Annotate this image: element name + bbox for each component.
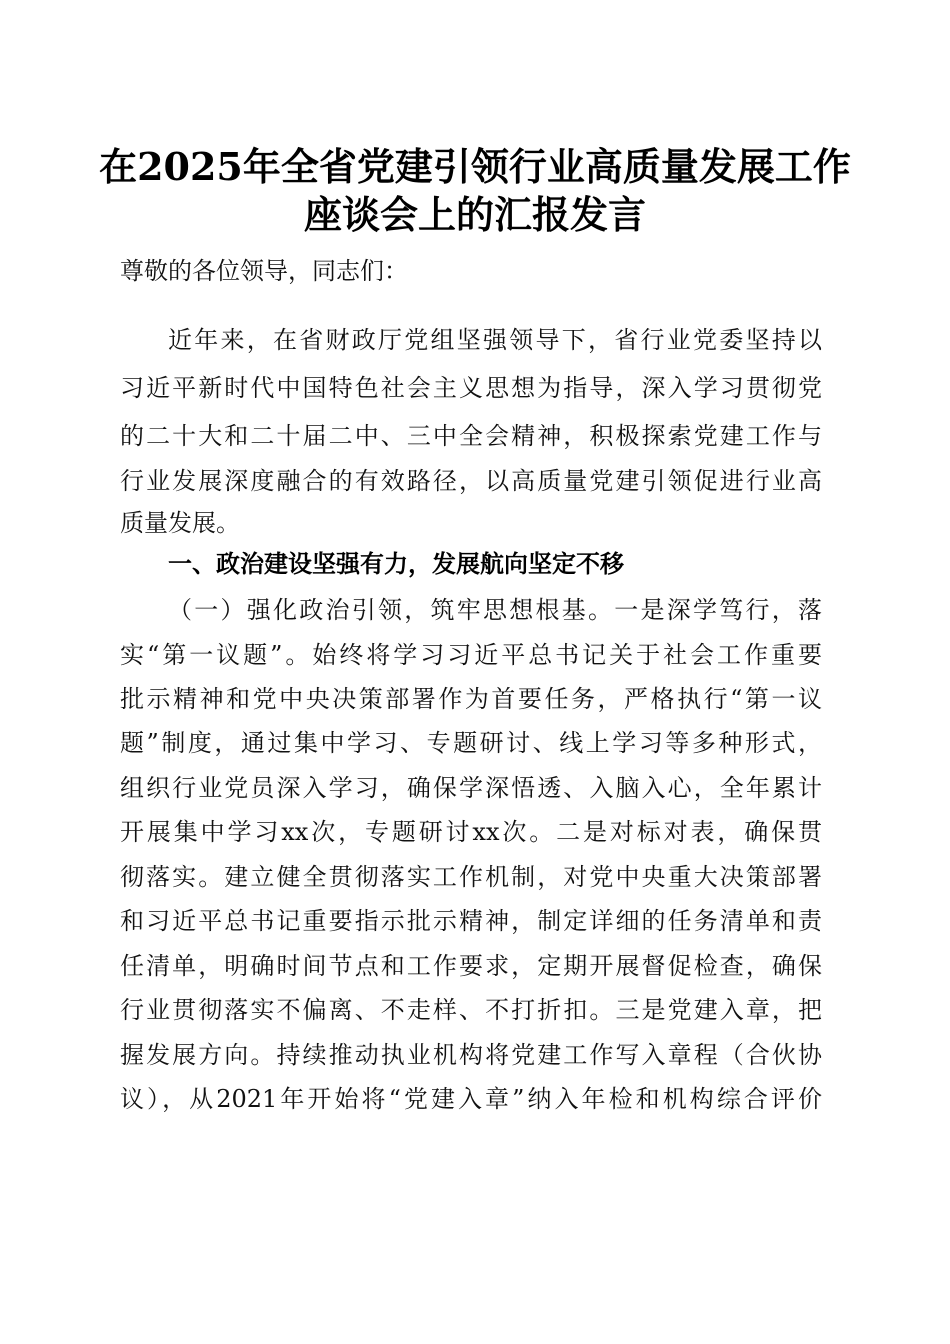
intro-line: 质量发展。 — [120, 509, 240, 537]
intro-line: 近年来，在省财政厅党组坚强领导下，省行业党委坚持以 — [168, 326, 822, 354]
intro-line: 的二十大和二十届二中、三中全会精神，积极探索党建工作与 — [120, 422, 822, 450]
body-line: 议），从2021年开始将“党建入章”纳入年检和机构综合评价 — [120, 1085, 822, 1113]
document-title-line-2: 座谈会上的汇报发言 — [303, 192, 646, 237]
intro-line: 习近平新时代中国特色社会主义思想为指导，深入学习贯彻党 — [120, 374, 822, 402]
body-line: 实“第一议题”。始终将学习习近平总书记关于社会工作重要 — [120, 641, 822, 669]
body-line: （一）强化政治引领，筑牢思想根基。一是深学笃行，落 — [168, 596, 822, 624]
body-line: 和习近平总书记重要指示批示精神，制定详细的任务清单和责 — [120, 907, 822, 935]
body-line: 行业贯彻落实不偏离、不走样、不打折扣。三是党建入章，把 — [120, 996, 822, 1024]
body-line: 批示精神和党中央决策部署作为首要任务，严格执行“第一议 — [120, 685, 822, 713]
intro-line: 行业发展深度融合的有效路径，以高质量党建引领促进行业高 — [120, 467, 822, 495]
body-line: 组织行业党员深入学习，确保学深悟透、入脑入心，全年累计 — [120, 774, 822, 802]
body-line: 题”制度，通过集中学习、专题研讨、线上学习等多种形式， — [120, 729, 822, 757]
body-line: 任清单，明确时间节点和工作要求，定期开展督促检查，确保 — [120, 952, 822, 980]
body-line: 彻落实。建立健全贯彻落实工作机制，对党中央重大决策部署 — [120, 863, 822, 891]
body-line: 开展集中学习xx次，专题研讨xx次。二是对标对表，确保贯 — [120, 818, 822, 846]
salutation: 尊敬的各位领导，同志们： — [120, 257, 408, 285]
section-heading: 一、政治建设坚强有力，发展航向坚定不移 — [168, 550, 624, 578]
body-line: 握发展方向。持续推动执业机构将党建工作写入章程（合伙协 — [120, 1041, 822, 1069]
document-title-line-1: 在2025年全省党建引领行业高质量发展工作 — [99, 144, 851, 189]
